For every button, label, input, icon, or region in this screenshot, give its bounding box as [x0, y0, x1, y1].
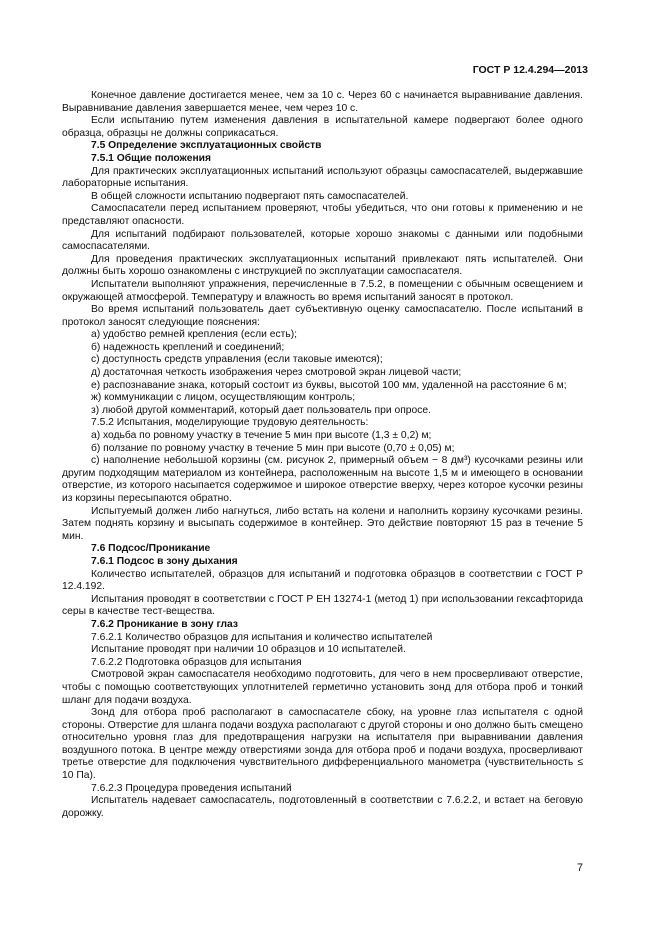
paragraph: 7.6.2.3 Процедура проведения испытаний — [91, 782, 292, 794]
document-header: ГОСТ Р 12.4.294—2013 — [472, 64, 588, 76]
paragraph: Для испытаний подбирают пользователей, которые хорошо знакомы с данными или подобными самоспасателями. — [62, 228, 583, 253]
paragraph: Испытатели выполняют упражнения, перечисленные в 7.5.2, в помещении с обычным освещением и окружающей атмосферой. Температуру и влажность во время испытаний заносят в протокол. — [62, 278, 583, 303]
paragraph: В общей сложности испытанию подвергают пять самоспасателей. — [91, 190, 409, 202]
paragraph: Количество испытателей, образцов для испытаний и подготовка образцов в соответствии с ГОСТ Р 12.4.192. — [62, 568, 583, 593]
paragraph: б) ползание по ровному участку в течение 5 мин при высоте (0,70 ± 0,05) м; — [91, 442, 455, 454]
paragraph: Смотровой экран самоспасателя необходимо подготовить, для чего в нем просверливают отверстие, чтобы с помощью соответствующих уплотнителей герметично установить зонд для отбора проб и тонкий шланг для подачи воздуха. — [62, 669, 583, 706]
section-heading: 7.6.2 Проникание в зону глаз — [91, 618, 239, 630]
paragraph: Испытания проводят в соответствии с ГОСТ Р ЕН 13274-1 (метод 1) при использовании гексафторида серы в качестве тест-вещества. — [62, 593, 583, 618]
paragraph: а) ходьба по ровному участку в течение 5 мин при высоте (1,3 ± 0,2) м; — [91, 430, 432, 442]
section-heading: 7.6.1 Подсос в зону дыхания — [91, 555, 238, 567]
section-heading: 7.6 Подсос/Проникание — [91, 543, 211, 555]
section-heading: 7.5.1 Общие положения — [91, 152, 211, 164]
paragraph: Для практических эксплуатационных испытаний используют образцы самоспасателей, выдержавшие лабораторные испытания. — [62, 165, 583, 190]
paragraph: 7.6.2.2 Подготовка образцов для испытания — [91, 656, 302, 668]
paragraph: Для проведения практических эксплуатационных испытаний привлекают пять испытателей. Они должны быть хорошо ознакомлены с инструкцией по эксплуатации самоспасателя. — [62, 253, 583, 278]
paragraph: Самоспасатели перед испытанием проверяют, чтобы убедиться, что они готовы к применению и не представляют опасности. — [62, 203, 583, 227]
paragraph: 7.5.2 Испытания, моделирующие трудовую деятельность: — [91, 417, 369, 429]
paragraph: Испытание проводят при наличии 10 образцов и 10 испытателей. — [91, 644, 406, 656]
document-body — [62, 90, 583, 820]
paragraph: е) распознавание знака, который состоит из буквы, высотой 100 мм, удаленной на расстояние 6 м; — [91, 379, 567, 391]
paragraph: с) наполнение небольшой корзины (см. рисунок 2, примерный объем − 8 дм³) кусочками резины или другим подходящим материалом из контейнера, расположенным на высоте 1,5 м и имеющего в основании отверстие, из которого насыпается содержимое и широкое отверстие вверху, через которое кусочки резины из корзины пересыпаются обратно. — [62, 455, 583, 504]
paragraph: с) доступность средств управления (если таковые имеются); — [91, 354, 383, 366]
paragraph: Испытатель надевает самоспасатель, подготовленный в соответствии с 7.6.2.2, и встает на беговую дорожку. — [62, 795, 583, 819]
paragraph: Испытуемый должен либо нагнуться, либо встать на колени и наполнить корзину кусочками резины. Затем поднять корзину и высыпать содержимое в контейнер. Это действие повторяют 15 раз в течение 5 мин. — [62, 505, 583, 542]
page-number: 7 — [576, 862, 583, 874]
paragraph: Зонд для отбора проб располагают в самоспасателе сбоку, на уровне глаз испытателя с одной стороны. Отверстие для шланга подачи воздуха располагают с другой стороны и оно должно быть смещено относительно уровня глаз для предотвращения нагрузки на испытателя при выравнивании давления воздушного потока. В центре между отверстиями зонда для отбора проб и подачи воздуха, просверливают третье отверстие для подключения чувствительного дифференциального манометра (чувствительность ≤ 10 Па). — [62, 707, 583, 782]
paragraph: ж) коммуникации с лицом, осуществляющим контроль; — [91, 392, 356, 404]
paragraph: а) удобство ремней крепления (если есть); — [91, 329, 298, 341]
paragraph: Во время испытаний пользователь дает субъективную оценку самоспасателю. После испытаний в протокол заносят следующие пояснения: — [62, 304, 583, 328]
paragraph: б) надежность креплений и соединений; — [91, 341, 285, 353]
paragraph: Если испытанию путем изменения давления в испытательной камере подвергают более одного образца, образцы не должны соприкасаться. — [62, 115, 583, 139]
section-heading: 7.5 Определение эксплуатационных свойств — [91, 140, 322, 152]
paragraph: д) достаточная четкость изображения через смотровой экран лицевой части; — [91, 367, 462, 379]
paragraph: 7.6.2.1 Количество образцов для испытания и количество испытателей — [91, 631, 433, 643]
paragraph: з) любой другой комментарий, который дает пользователь при опросе. — [91, 404, 431, 416]
paragraph: Конечное давление достигается менее, чем за 10 с. Через 60 с начинается выравнивание давления. Выравнивание давления завершается менее, чем через 10 с. — [62, 90, 583, 114]
